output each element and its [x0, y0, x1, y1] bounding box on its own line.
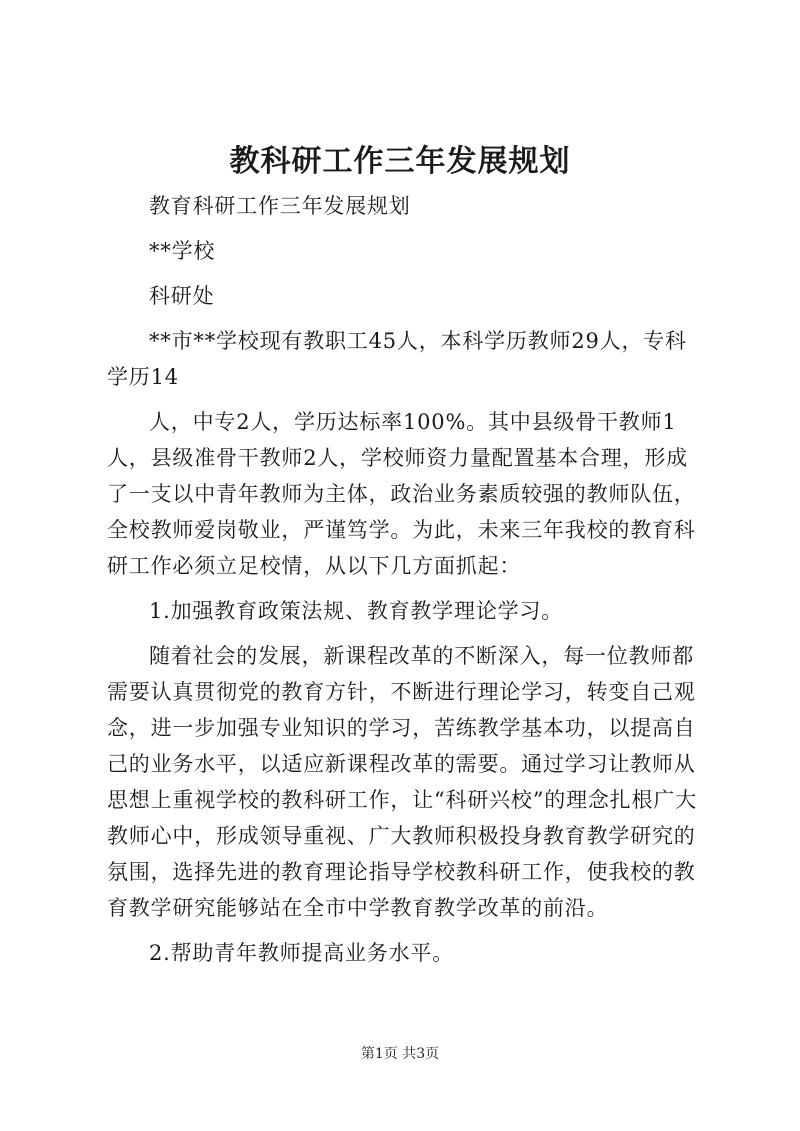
paragraph-staff-count: **市**学校现有教职工45人，本科学历教师29人，专科学历14: [107, 329, 687, 389]
paragraph-item-1-heading: 1.加强教育政策法规、教育教学理论学习。: [149, 599, 564, 623]
paragraph-item-2-heading: 2.帮助青年教师提高业务水平。: [149, 941, 455, 965]
paragraph-department: 科研处: [149, 284, 215, 308]
paragraph-item-1-body: 随着社会的发展，新课程改革的不断深入，每一位教师都需要认真贯彻党的教育方针，不断进行理论学习，转变自己观念，进一步加强专业知识的学习，苦练教学基本功，以提高自己的业务水平，以适应新课程改革的需要。通过学习让教师从思想上重视学校的教科研工作，让“科研兴校”的理念扎根广大教师心中，形成领导重视、广大教师积极投身教育教学研究的氛围，选择先进的教育理论指导学校教科研工作，使我校的教育教学研究能够站在全市中学教育教学改革的前沿。: [107, 644, 697, 920]
paragraph-school: **学校: [149, 239, 216, 263]
document-title: 教科研工作三年发展规划: [229, 144, 571, 179]
page-footer: 第1页 共3页: [360, 1046, 440, 1062]
paragraph-staff-quality: 人，中专2人，学历达标率100%。其中县级骨干教师1人，县级准骨干教师2人，学校师资力量配置基本合理，形成了一支以中青年教师为主体，政治业务素质较强的教师队伍，全校教师爱岗敬业，严谨笃学。为此，未来三年我校的教育科研工作必须立足校情，从以下几方面抓起：: [107, 410, 696, 578]
paragraph-subtitle: 教育科研工作三年发展规划: [149, 194, 411, 218]
document-body: [107, 188, 703, 980]
